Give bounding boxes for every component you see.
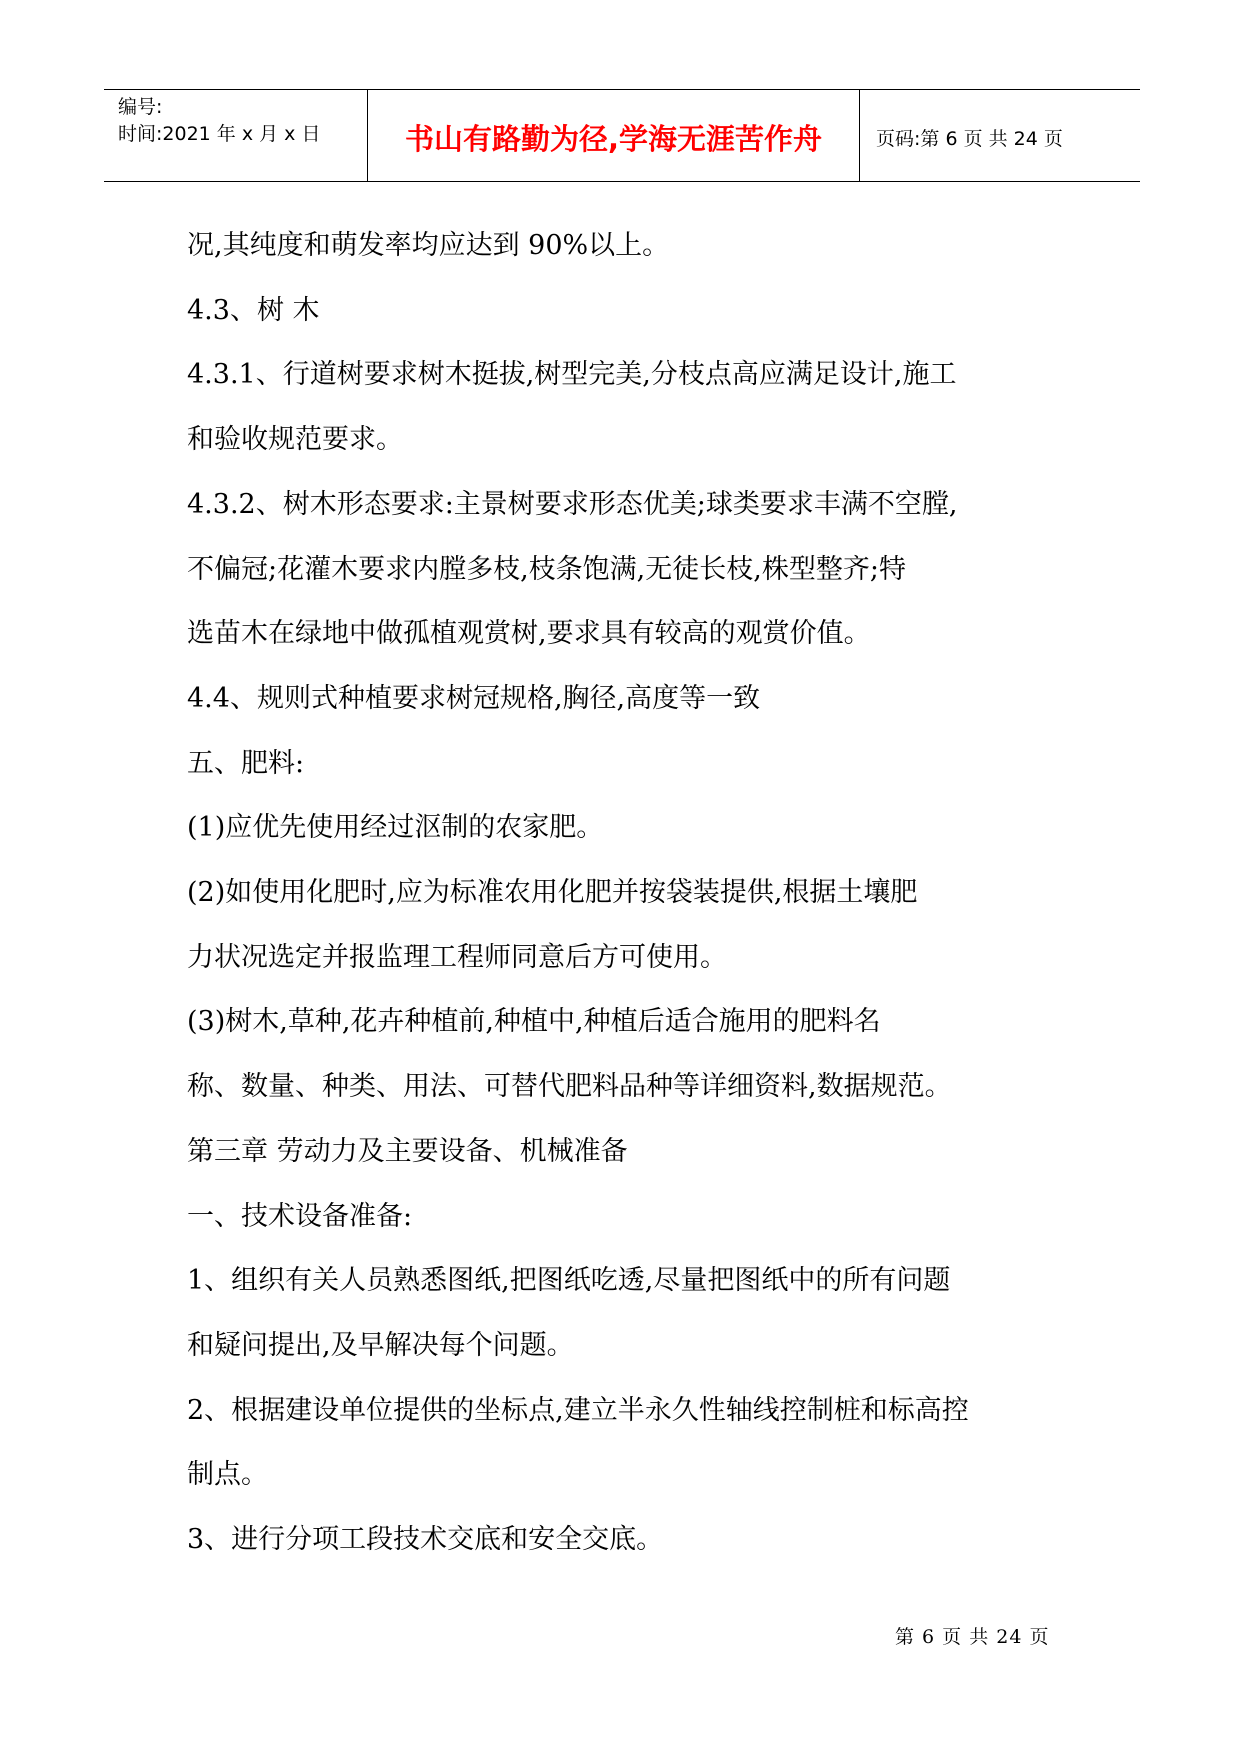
body-line: 力状况选定并报监理工程师同意后方可使用。 [187, 941, 727, 973]
date-label: 时间:2021 年 x 月 x 日 [118, 123, 321, 145]
document-body [187, 214, 1067, 1573]
body-line: 4.3.2、树木形态要求:主景树要求形态优美;球类要求丰满不空膛, [187, 488, 958, 520]
header-page-cell [860, 90, 1140, 181]
section-heading: 4.3、树 木 [187, 294, 320, 326]
header-slogan: 书山有路勤为径,学海无涯苦作舟 [404, 122, 823, 156]
footer-page-number: 第 6 页 共 24 页 [895, 1626, 1050, 1648]
body-line: 选苗木在绿地中做孤植观赏树,要求具有较高的观赏价值。 [187, 618, 871, 650]
body-line: 制点。 [187, 1459, 268, 1491]
body-line: 称、数量、种类、用法、可替代肥料品种等详细资料,数据规范。 [187, 1071, 952, 1103]
serial-number-label: 编号: [118, 96, 163, 118]
body-line: 况,其纯度和萌发率均应达到 90%以上。 [187, 230, 670, 261]
page-footer [895, 1622, 1049, 1649]
body-line: 4.4、规则式种植要求树冠规格,胸径,高度等一致 [187, 682, 761, 714]
body-line: 4.3.1、行道树要求树木挺拔,树型完美,分枝点高应满足设计,施工 [187, 359, 957, 391]
body-line: 2、根据建设单位提供的坐标点,建立半永久性轴线控制桩和标高控 [187, 1394, 969, 1426]
body-line: (1)应优先使用经过沤制的农家肥。 [187, 812, 604, 844]
page-header [104, 89, 1140, 182]
header-meta-cell [104, 90, 368, 181]
body-line: 1、组织有关人员熟悉图纸,把图纸吃透,尽量把图纸中的所有问题 [187, 1265, 951, 1297]
body-line: (3)树木,草种,花卉种植前,种植中,种植后适合施用的肥料名 [187, 1006, 881, 1038]
header-slogan-cell [368, 90, 860, 181]
body-line: 和疑问提出,及早解决每个问题。 [187, 1329, 574, 1361]
body-line: 不偏冠;花灌木要求内膛多枝,枝条饱满,无徒长枝,株型整齐;特 [187, 553, 906, 585]
body-line: 和验收规范要求。 [187, 424, 403, 456]
chapter-heading: 第三章 劳动力及主要设备、机械准备 [187, 1135, 628, 1167]
body-line: 3、进行分项工段技术交底和安全交底。 [187, 1524, 664, 1556]
section-heading: 五、肥料: [187, 747, 305, 779]
header-page-number: 页码:第 6 页 共 24 页 [876, 128, 1063, 150]
section-heading: 一、技术设备准备: [187, 1200, 413, 1232]
body-line: (2)如使用化肥时,应为标准农用化肥并按袋装提供,根据土壤肥 [187, 877, 918, 909]
